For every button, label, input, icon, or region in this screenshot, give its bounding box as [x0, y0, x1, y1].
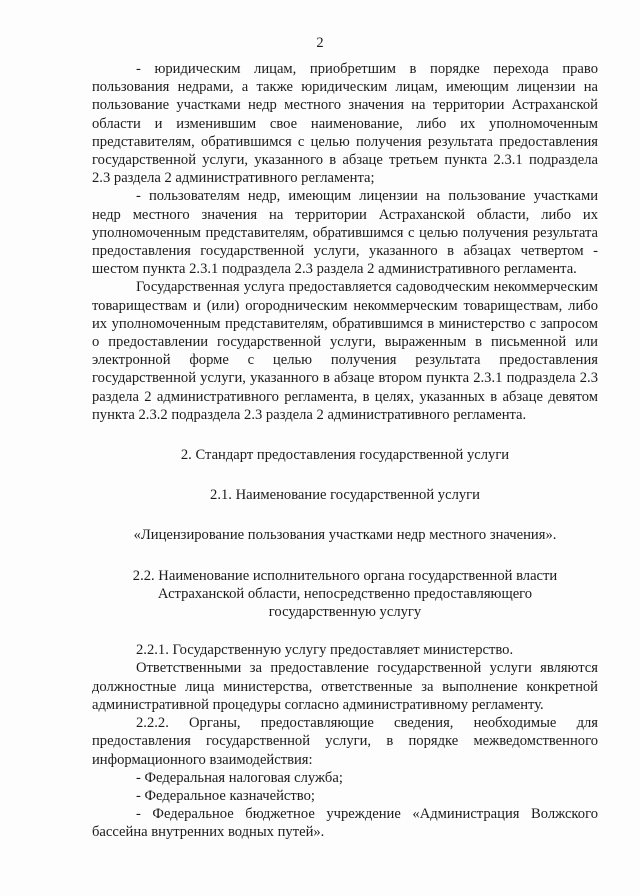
- subsection-heading: 2.1. Наименование государственной услуги: [210, 487, 480, 504]
- page-number: 2: [316, 35, 324, 51]
- org-heading-line: государственную услугу: [268, 604, 422, 621]
- document-body: [92, 60, 598, 842]
- org-heading-line: 2.2. Наименование исполнительного органа государственной власти: [132, 567, 558, 584]
- service-name: «Лицензирование пользования участками недр местного значения».: [133, 527, 557, 544]
- paragraph-legal-entities: - юридическим лицам, приобретшим в порядке перехода право пользования недрами, а также юридическим лицам, имеющим лицензии на пользование участками недр местного значения на территории Астраханской области и изменившим свое наименование, либо их уполномоченным представителям, обратившимся с целью получения результата предоставления государственной услуги, указанного в абзаце третьем пункта 2.3.1 подраздела 2.3 раздела 2 административного регламента;: [92, 61, 598, 187]
- org-heading-line: Астраханской области, непосредственно предоставляющего: [157, 585, 533, 602]
- list-item-volga-basin: - Федеральное бюджетное учреждение «Администрация Волжского бассейна внутренних водных путей».: [92, 806, 598, 841]
- section-heading: 2. Стандарт предоставления государственной услуги: [180, 447, 510, 464]
- paragraph-responsible: Ответственными за предоставление государственной услуги являются должностные лица министерства, ответственные за выполнение конкретной административной процедуры согласно административному регламенту.: [92, 660, 598, 713]
- paragraph-provider: 2.2.1. Государственную услугу предоставляет министерство.: [136, 642, 514, 659]
- paragraph-interagency: 2.2.2. Органы, предоставляющие сведения, необходимые для предоставления государственной услуги, в порядке межведомственного информационного взаимодействия:: [92, 715, 598, 768]
- paragraph-gardening-partnerships: Государственная услуга предоставляется садоводческим некоммерческим товариществам и (или) огородническим некоммерческим товариществам, либо их уполномоченным представителям, обратившимся в министерство с запросом о предоставлении государственной услуги, выраженным в письменной или электронной форме с целью получения результата предоставления государственной услуги, указанного в абзаце втором пункта 2.3.1 подраздела 2.3 раздела 2 административного регламента, в целях, указанных в абзаце девятом пункта 2.3.2 подраздела 2.3 раздела 2 административного регламента.: [92, 279, 598, 423]
- org-heading: [92, 567, 598, 622]
- list-item-tax-service: - Федеральная налоговая служба;: [136, 769, 343, 786]
- list-item-treasury: - Федеральное казначейство;: [136, 787, 315, 804]
- paragraph-subsoil-users: - пользователям недр, имеющим лицензии на пользование участками недр местного значения на территории Астраханской области, либо их уполномоченным представителям, обратившимся с целью получения результата предоставления государственной услуги, указанного в абзацах четвертом - шестом пункта 2.3.1 подраздела 2.3 раздела 2 административного регламента.: [92, 188, 598, 278]
